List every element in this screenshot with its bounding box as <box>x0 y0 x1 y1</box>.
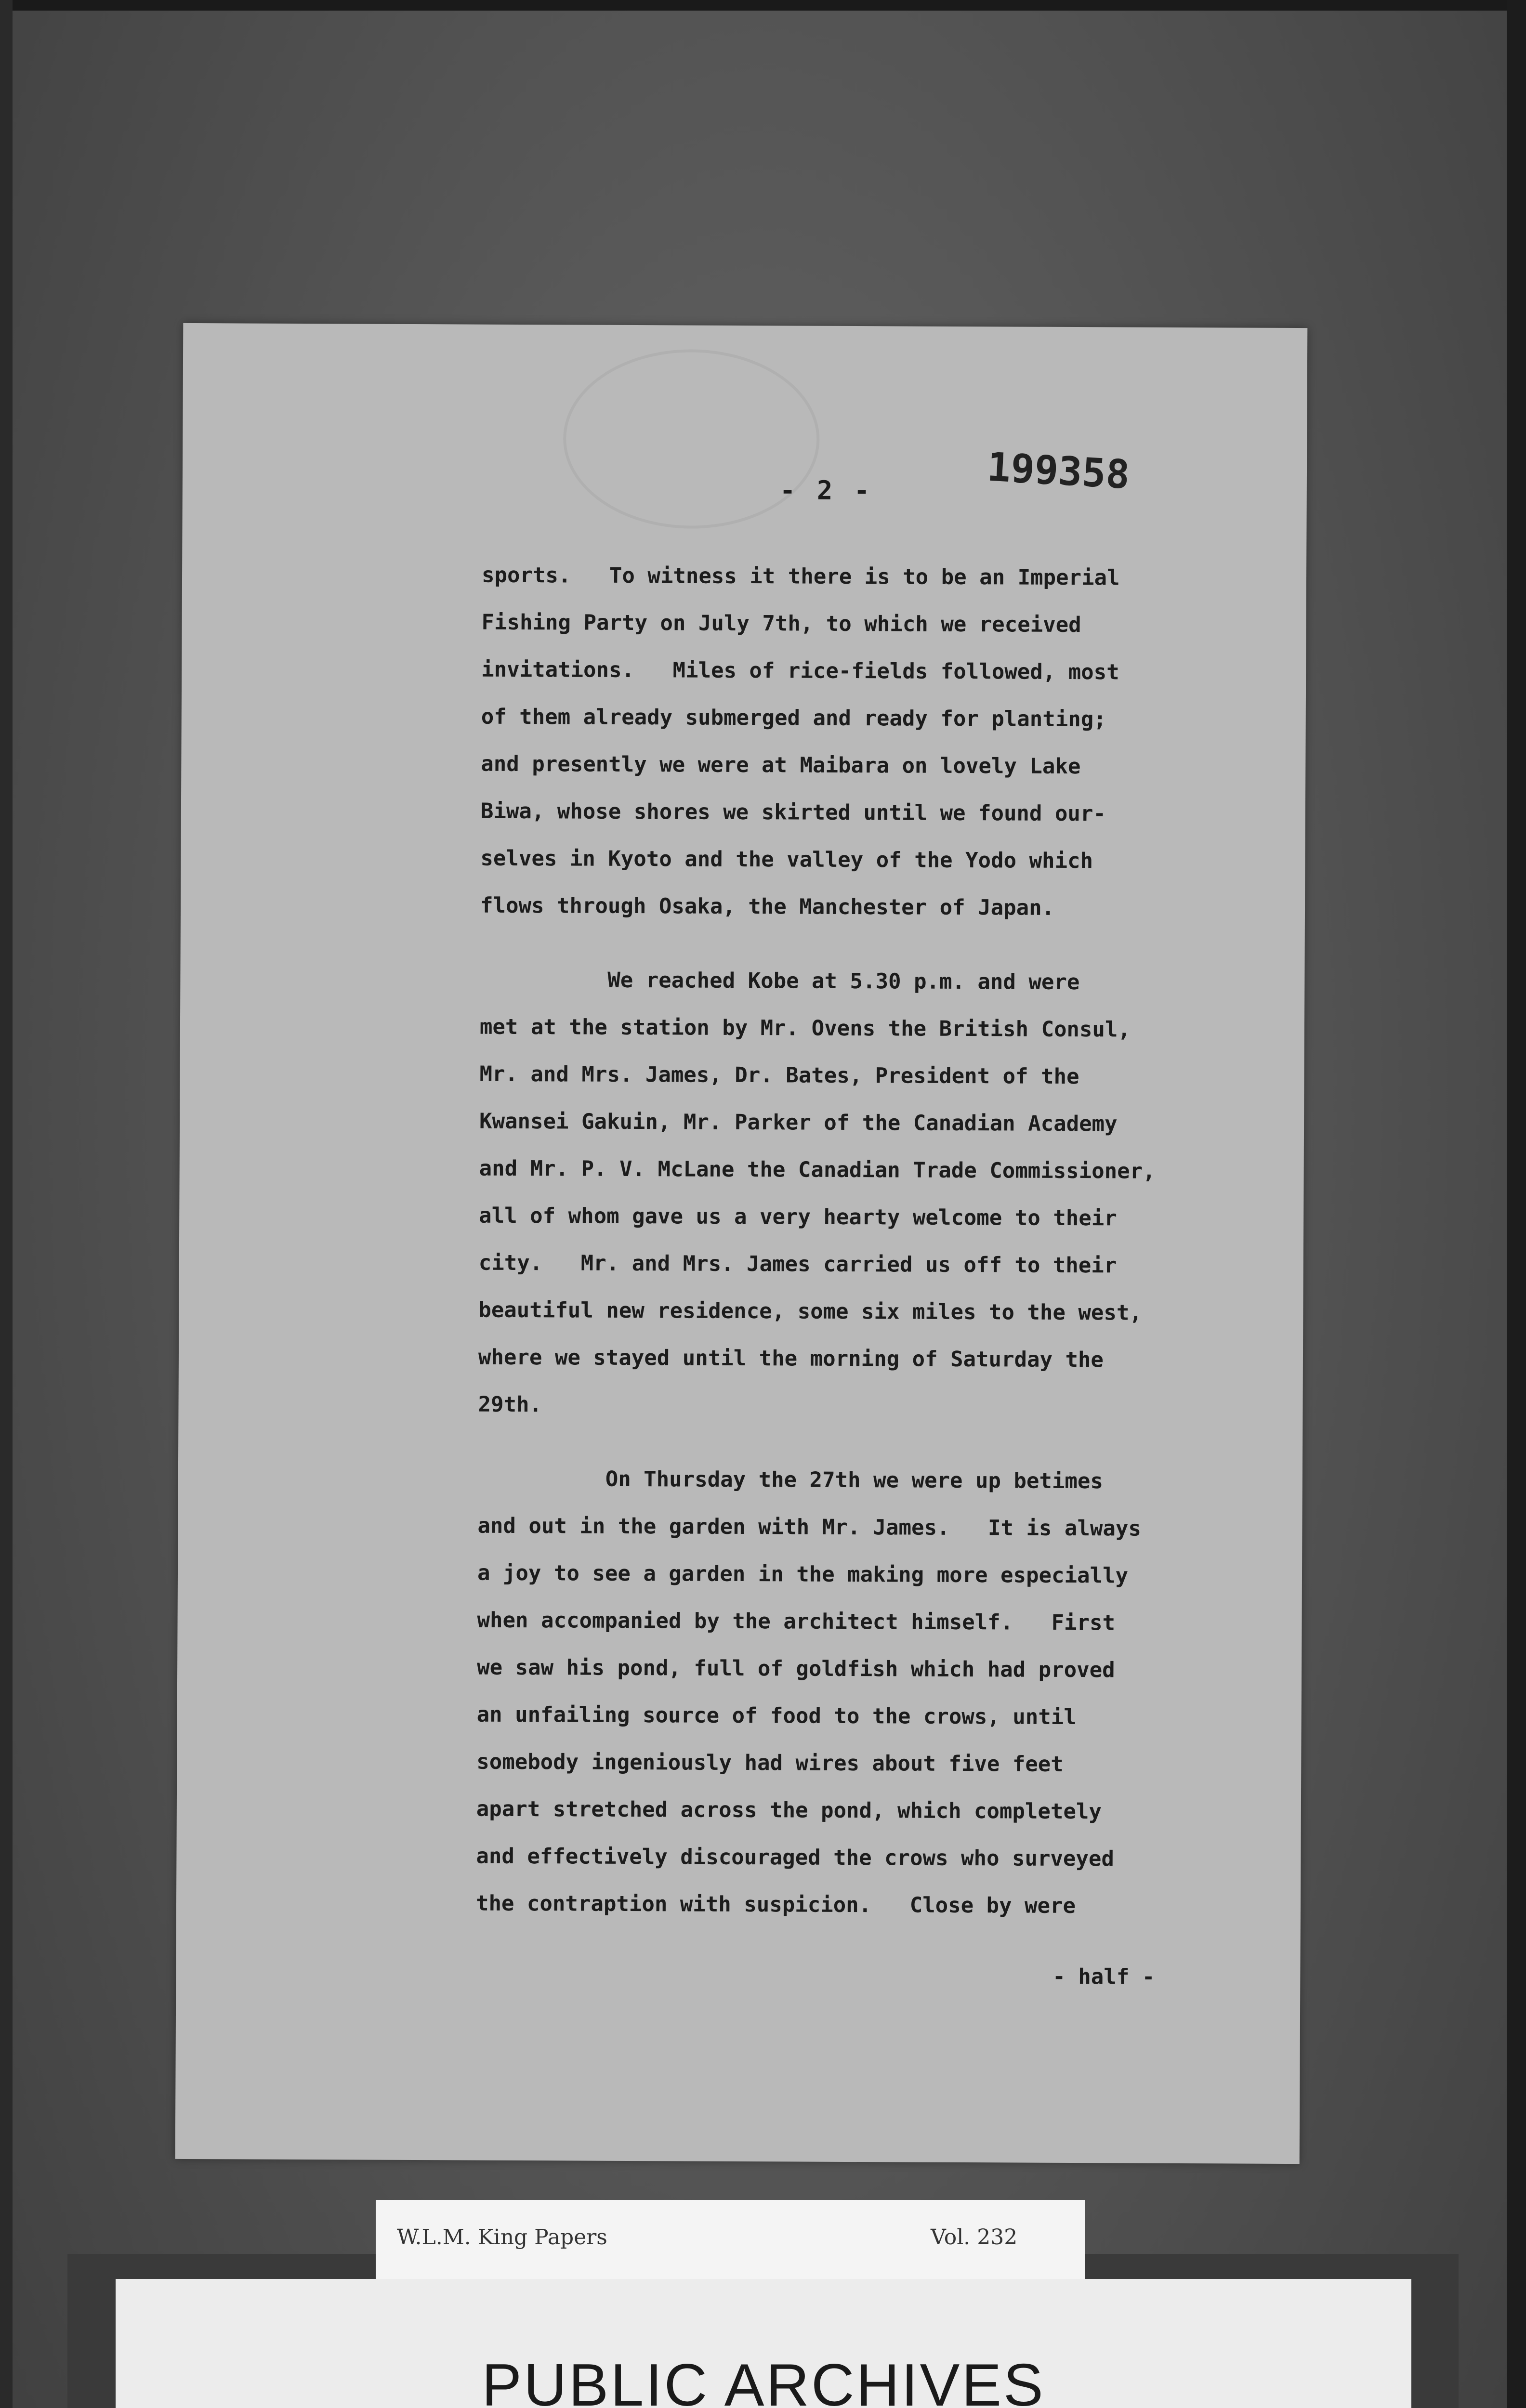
text-line: the contraption with suspicion. Close by were <box>475 1891 1076 1919</box>
text-line: On Thursday the 27th we were up betimes <box>477 1466 1103 1494</box>
paragraph <box>476 1455 1287 1931</box>
text-line: Kwansei Gakuin, Mr. Parker of the Canadian Academy <box>479 1109 1118 1137</box>
scan-top-edge <box>0 0 1526 11</box>
scan-left-edge <box>0 0 13 2408</box>
volume-number: Vol. 232 <box>931 2225 1018 2250</box>
body-text <box>476 552 1291 1931</box>
text-line: Biwa, whose shores we skirted until we found our- <box>480 798 1106 826</box>
text-line: and presently we were at Maibara on lovely Lake <box>481 751 1081 779</box>
collection-label <box>376 2200 1085 2286</box>
text-line: when accompanied by the architect himself. First <box>477 1608 1116 1636</box>
text-line: and out in the garden with Mr. James. It is always <box>477 1513 1142 1541</box>
text-line: where we stayed until the morning of Saturday the <box>478 1345 1104 1373</box>
text-line: somebody ingeniously had wires about five feet <box>476 1749 1064 1777</box>
text-line: met at the station by Mr. Ovens the British Consul, <box>479 1014 1131 1042</box>
text-line: Mr. and Mrs. James, Dr. Bates, President of the <box>479 1061 1079 1089</box>
text-line: and Mr. P. V. McLane the Canadian Trade Commissioner, <box>479 1156 1156 1184</box>
catchword: - half - <box>1052 1964 1155 1989</box>
scan-right-edge <box>1507 0 1526 2408</box>
text-line: selves in Kyoto and the valley of the Yodo which <box>480 846 1093 874</box>
page-number: - 2 - <box>779 475 873 506</box>
document-page <box>175 323 1308 2164</box>
paragraph <box>478 956 1289 1432</box>
text-line: Fishing Party on July 7th, to which we received <box>481 610 1081 638</box>
text-line: apart stretched across the pond, which completely <box>476 1796 1102 1824</box>
paragraph <box>480 552 1291 933</box>
plaque-english-line: PUBLIC ARCHIVES <box>482 2352 1045 2408</box>
text-line: beautiful new residence, some six miles to the west, <box>478 1297 1142 1325</box>
text-line: an unfailing source of food to the crows, until <box>476 1702 1077 1730</box>
text-line: invitations. Miles of rice-fields followed, most <box>481 657 1119 685</box>
collection-name: W.L.M. King Papers <box>397 2225 607 2250</box>
text-line: 29th. <box>478 1392 542 1417</box>
text-line: We reached Kobe at 5.30 p.m. and were <box>480 967 1080 995</box>
text-line: flows through Osaka, the Manchester of Japan. <box>480 893 1055 920</box>
document-id-stamp: 199358 <box>986 444 1131 498</box>
text-line: sports. To witness it there is to be an Imperial <box>481 563 1120 590</box>
text-line: a joy to see a garden in the making more especially <box>477 1560 1129 1588</box>
text-line: of them already submerged and ready for planting; <box>481 704 1106 732</box>
text-line: and effectively discouraged the crows who surveyed <box>476 1844 1115 1871</box>
text-line: all of whom gave us a very hearty welcome to their <box>479 1203 1117 1231</box>
archives-plaque <box>116 2279 1411 2408</box>
text-line: we saw his pond, full of goldfish which had proved <box>477 1655 1115 1683</box>
text-line: city. Mr. and Mrs. James carried us off to their <box>478 1250 1117 1278</box>
